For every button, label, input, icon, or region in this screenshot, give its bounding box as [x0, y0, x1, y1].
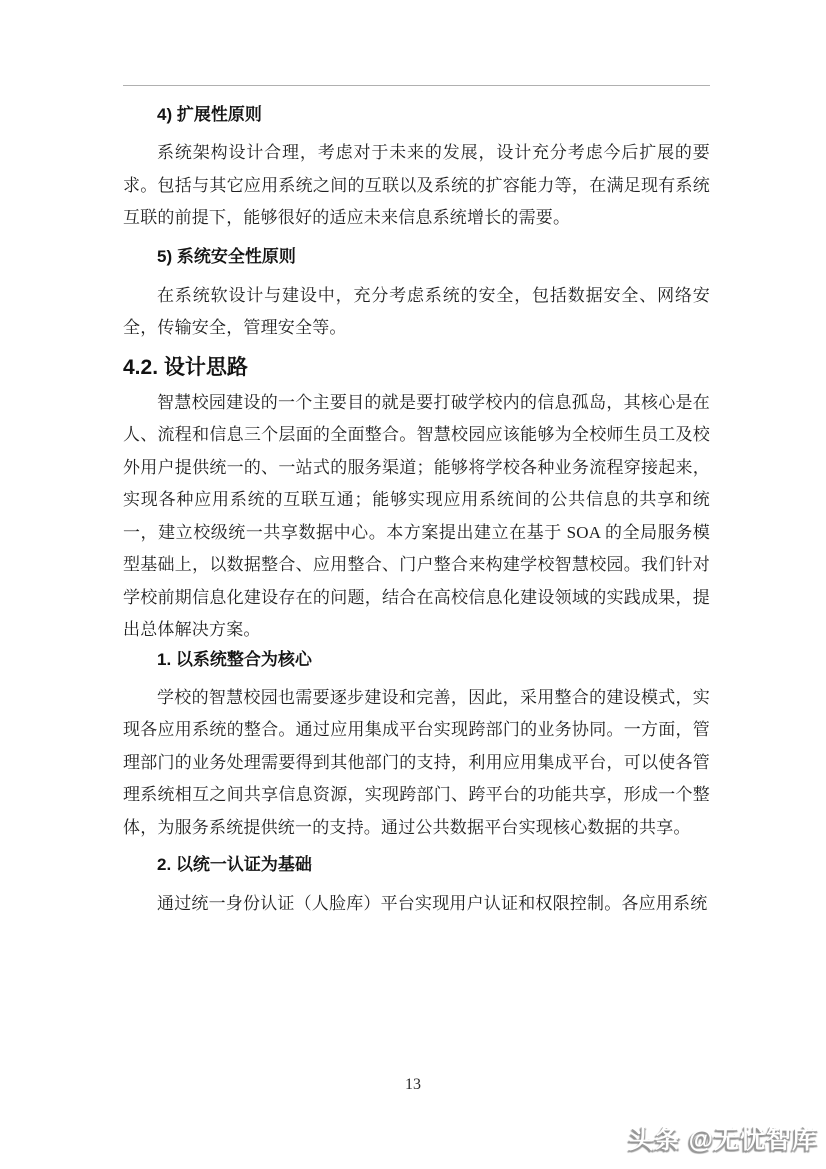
- page-content: [123, 85, 710, 921]
- paragraph-expandability: 系统架构设计合理，考虑对于未来的发展，设计充分考虑今后扩展的要求。包括与其它应用系统之间的互联以及系统的扩容能力等，在满足现有系统互联的前提下，能够很好的适应未来信息系统增长的需要。: [123, 143, 710, 227]
- page-number: 13: [405, 1076, 421, 1093]
- watermark-toutiao: 头条 @无忧智库: [628, 1126, 818, 1154]
- paragraph-design-intro: 智慧校园建设的一个主要目的就是要打破学校内的信息孤岛，其核心是在人、流程和信息三个层面的全面整合。智慧校园应该能够为全校师生员工及校外用户提供统一的、一站式的服务渠道；能够将学校各种业务流程穿接起来，实现各种应用系统的互联互通；能够实现应用系统间的公共信息的共享和统一，建立校级统一共享数据中心。本方案提出建立在基于 SOA 的全局服务模型基础上，以数据整合、应用整合、门户整合来构建学校智慧校园。我们针对学校前期信息化建设存在的问题，结合在高校信息化建设领域的实践成果，提出总体解决方案。: [123, 392, 710, 639]
- heading-expandability-principle: 4) 扩展性原则: [157, 105, 262, 124]
- subheading-unified-authentication: 2. 以统一认证为基础: [157, 855, 312, 874]
- paragraph-unified-authentication: 通过统一身份认证（人脸库）平台实现用户认证和权限控制。各应用系统: [157, 894, 708, 913]
- subheading-system-integration: 1. 以系统整合为核心: [157, 649, 312, 669]
- section-title-design-approach: 4.2. 设计思路: [123, 355, 248, 379]
- paragraph-security: 在系统软设计与建设中，充分考虑系统的安全，包括数据安全、网络安全，传输安全，管理安全等。: [123, 285, 710, 337]
- paragraph-system-integration: 学校的智慧校园也需要逐步建设和完善，因此，采用整合的建设模式，实现各应用系统的整合。通过应用集成平台实现跨部门的业务协同。一方面，管理部门的业务处理需要得到其他部门的支持，利用应用集成平台，可以使各管理系统相互之间共享信息资源，实现跨部门、跨平台的功能共享，形成一个整体，为服务系统提供统一的支持。通过公共数据平台实现核心数据的共享。: [123, 687, 710, 837]
- heading-security-principle: 5) 系统安全性原则: [157, 246, 296, 266]
- header-divider: [123, 85, 710, 86]
